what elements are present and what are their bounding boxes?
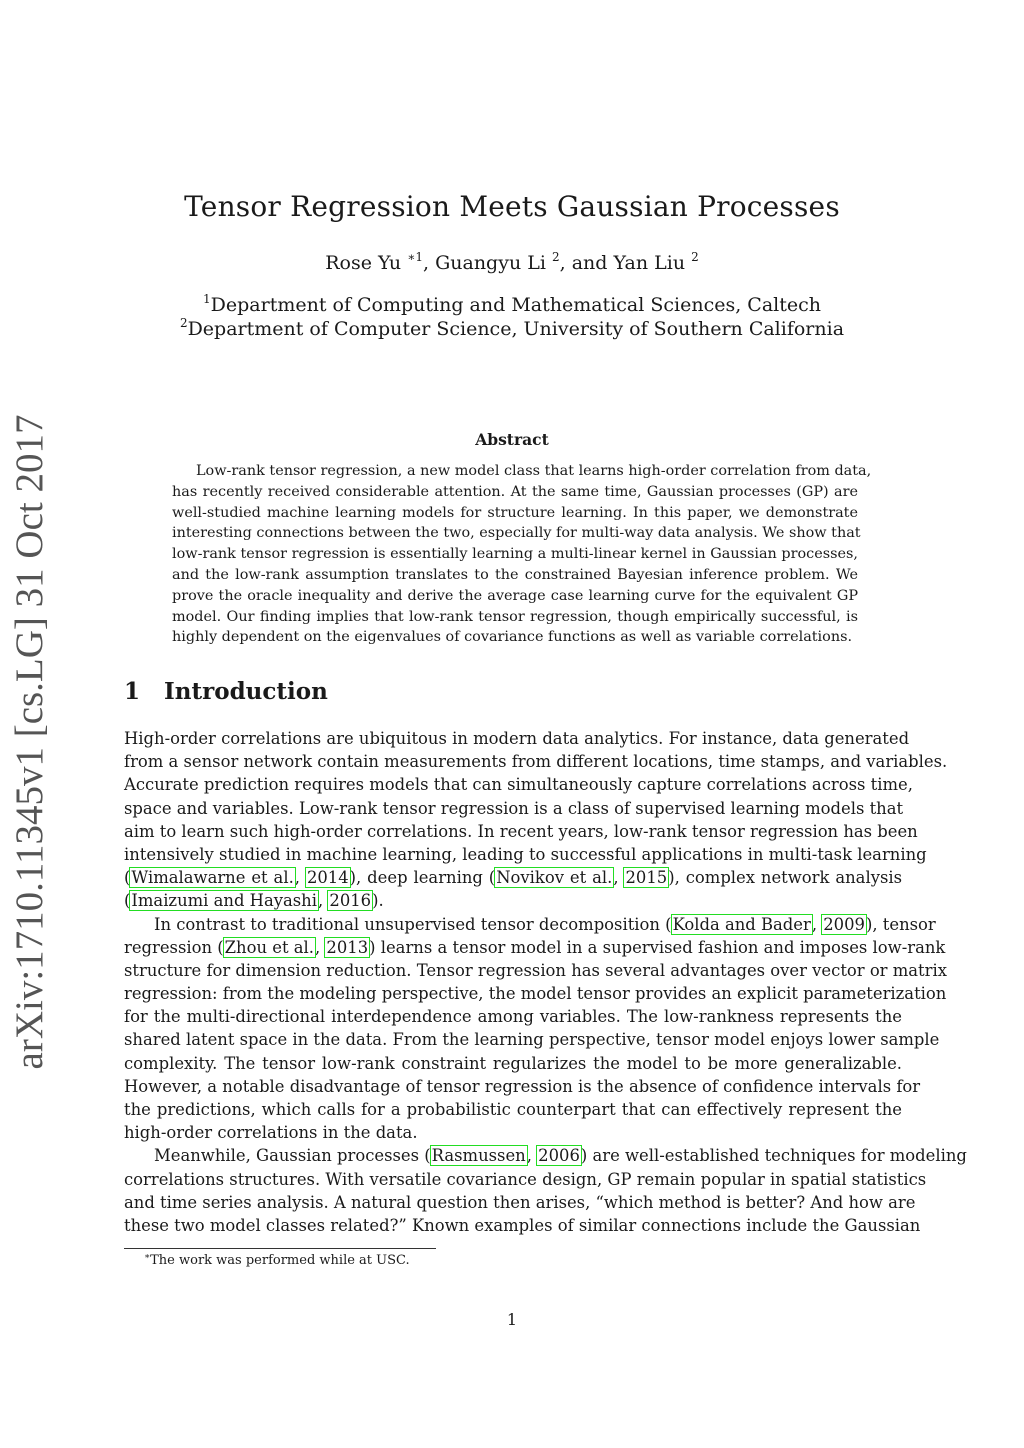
citation-link[interactable]: Imaizumi and Hayashi <box>131 891 317 911</box>
section-title: Introduction <box>164 678 328 705</box>
arxiv-sidebar-stamp: arXiv:1710.11345v1 [cs.LG] 31 Oct 2017 <box>8 414 51 1070</box>
citation-link[interactable]: Wimalawarne et al. <box>131 868 294 888</box>
abstract-line: model. Our finding implies that low-rank tensor regression, though empirically successful, is <box>172 608 858 625</box>
abstract-line: highly dependent on the eigenvalues of covariance functions as well as variable correlations. <box>172 629 853 646</box>
body-line: regression (Zhou et al., 2013) learns a tensor model in a supervised fashion and imposes low-rank <box>124 937 946 957</box>
body-line: However, a notable disadvantage of tensor regression is the absence of confidence intervals for <box>124 1076 921 1096</box>
citation-year-link[interactable]: 2009 <box>823 914 865 934</box>
body-line: intensively studied in machine learning, leading to successful applications in multi-task learning <box>124 844 927 864</box>
body-line: space and variables. Low-rank tensor regression is a class of supervised learning models that <box>124 798 904 818</box>
body-line: In contrast to traditional unsupervised tensor decomposition (Kolda and Bader, 2009), tensor <box>154 914 936 934</box>
section-heading-introduction <box>124 678 328 705</box>
body-line: these two model classes related?” Known examples of similar connections include the Gaussian <box>124 1215 921 1235</box>
body-line: complexity. The tensor low-rank constraint regularizes the model to be more generalizable. <box>124 1053 902 1073</box>
abstract-heading: Abstract <box>475 430 549 449</box>
citation-year-link[interactable]: 2014 <box>306 868 349 888</box>
body-line: structure for dimension reduction. Tensor regression has several advantages over vector or matrix <box>124 960 947 980</box>
body-line: High-order correlations are ubiquitous in modern data analytics. For instance, data generated <box>124 729 910 748</box>
body-line: regression: from the modeling perspective, the model tensor provides an explicit parameterization <box>124 984 947 1004</box>
body-line: correlations structures. With versatile covariance design, GP remain popular in spatial statistics <box>124 1169 927 1189</box>
abstract-line: prove the oracle inequality and derive the average case learning curve for the equivalent GP <box>172 587 858 604</box>
author-name: Rose Yu <box>325 252 402 274</box>
affiliation-1: $^1$Department of Computing and Mathematical Sciences, Caltech <box>203 292 821 316</box>
affiliation-2: $^2$Department of Computer Science, University of Southern California <box>179 316 845 340</box>
citation-link[interactable]: Zhou et al. <box>224 937 314 957</box>
footnote <box>144 1253 410 1268</box>
introduction-body <box>124 727 967 1237</box>
body-line: the predictions, which calls for a probabilistic counterpart that can effectively represent the <box>124 1100 902 1119</box>
footnote-mark: ∗ <box>144 1252 151 1262</box>
author-list: Rose Yu $^{∗1}$, Guangyu Li $^2$, and Yan Liu $^2$ <box>325 250 699 274</box>
body-line: Meanwhile, Gaussian processes (Rasmussen, 2006) are well-established techniques for modeling <box>154 1146 967 1166</box>
author-mark: 2 <box>551 250 560 264</box>
abstract-line: Low-rank tensor regression, a new model class that learns high-order correlation from data, <box>196 463 872 479</box>
author-name: Yan Liu <box>613 252 686 274</box>
citation-year-link[interactable]: 2015 <box>625 868 668 888</box>
body-line: (Wimalawarne et al., 2014), deep learning (Novikov et al., 2015), complex network analysis <box>124 868 903 888</box>
body-line: aim to learn such high-order correlations. In recent years, low-rank tensor regression has been <box>124 821 918 841</box>
citation-year-link[interactable]: 2016 <box>329 891 372 911</box>
footnote-rule <box>124 1248 436 1249</box>
citation-year-link[interactable]: 2013 <box>326 937 369 957</box>
body-line: from a sensor network contain measurements from different locations, time stamps, and variables. <box>124 752 948 772</box>
abstract-body <box>172 461 872 648</box>
abstract-line: low-rank tensor regression is essentially learning a multi-linear kernel in Gaussian processes, <box>172 546 858 563</box>
footnote-text: The work was performed while at USC. <box>150 1253 410 1268</box>
body-line: shared latent space in the data. From the learning perspective, tensor model enjoys lower sample <box>124 1030 940 1050</box>
body-line: Accurate prediction requires models that can simultaneously capture correlations across time, <box>124 775 913 795</box>
body-line: (Imaizumi and Hayashi, 2016). <box>124 891 384 911</box>
body-line: and time series analysis. A natural question then arises, “which method is better? And how are <box>124 1192 916 1212</box>
abstract-line: interesting connections between the two, especially for multi-way data analysis. We show that <box>172 525 861 542</box>
author-mark: 2 <box>691 250 699 264</box>
abstract-line: well-studied machine learning models for structure learning. In this paper, we demonstrate <box>172 504 858 521</box>
abstract-line: and the low-rank assumption translates to the constrained Bayesian inference problem. We <box>172 566 858 583</box>
citation-link[interactable]: Rasmussen <box>431 1146 526 1166</box>
citation-year-link[interactable]: 2006 <box>538 1146 580 1166</box>
section-number: 1 <box>124 678 141 705</box>
paper-title: Tensor Regression Meets Gaussian Processes <box>184 190 840 223</box>
author-mark: ∗1 <box>407 250 423 264</box>
author-name: Guangyu Li <box>435 252 546 274</box>
body-line: high-order correlations in the data. <box>124 1123 418 1143</box>
body-line: for the multi-directional interdependence among variables. The low-rankness represents the <box>124 1007 902 1027</box>
citation-link[interactable]: Novikov et al. <box>496 868 613 888</box>
page-number: 1 <box>506 1310 518 1329</box>
abstract-line: has recently received considerable attention. At the same time, Gaussian processes (GP) are <box>172 483 858 500</box>
citation-link[interactable]: Kolda and Bader <box>672 914 811 934</box>
